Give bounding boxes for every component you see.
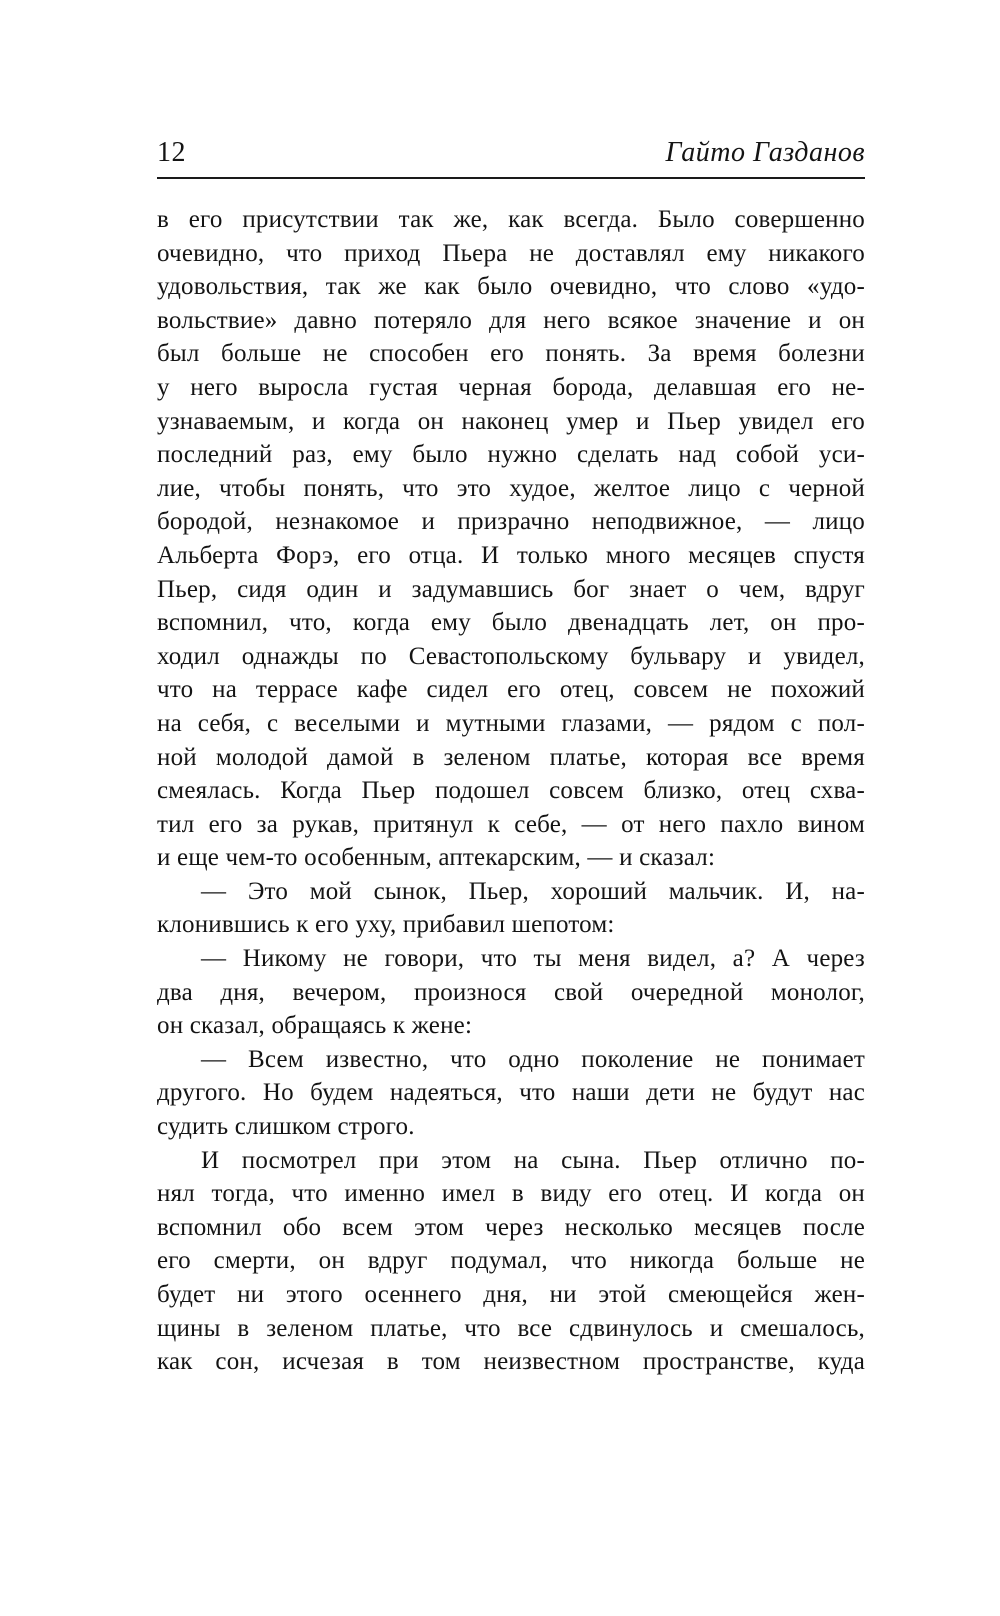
- text-line: вольствие» давно потеряло для него всякое значение и он: [157, 306, 865, 334]
- text-line: тил его за рукав, притянул к себе, — от него пахло вином: [157, 810, 865, 838]
- text-line: вспомнил обо всем этом через несколько месяцев после: [157, 1213, 865, 1241]
- text-line: узнаваемым, и когда он наконец умер и Пьер увидел его: [157, 407, 865, 435]
- body-text: [157, 203, 865, 1379]
- text-line: он сказал, обращаясь к жене:: [157, 1012, 473, 1040]
- text-line: клонившись к его уху, прибавил шепотом:: [157, 911, 615, 939]
- paragraph: [157, 875, 865, 942]
- text-line: на себя, с веселыми и мутными глазами, — рядом с пол-: [157, 709, 865, 737]
- header-rule: [157, 177, 865, 179]
- running-head-author: Гайто Газданов: [665, 137, 865, 168]
- text-line: Альберта Форэ, его отца. И только много месяцев спустя: [157, 541, 865, 569]
- text-line: будет ни этого осеннего дня, ни этой смеющейся жен-: [157, 1281, 865, 1308]
- text-line: два дня, вечером, произнося свой очередной монолог,: [157, 978, 865, 1006]
- paragraph: [157, 1043, 865, 1144]
- paragraph: [157, 203, 865, 875]
- text-line: ходил однажды по Севастопольскому бульвару и увидел,: [157, 642, 865, 670]
- text-line: Пьер, сидя один и задумавшись бог знает о чем, вдруг: [157, 575, 865, 603]
- text-line: щины в зеленом платье, что все сдвинулось и смешалось,: [157, 1314, 865, 1342]
- text-line: как сон, исчезая в том неизвестном пространстве, куда: [157, 1348, 865, 1376]
- text-line: — Всем известно, что одно поколение не понимает: [201, 1045, 865, 1073]
- text-line: вспомнил, что, когда ему было двенадцать лет, он про-: [157, 609, 865, 637]
- text-line: смеялась. Когда Пьер подошел совсем близко, отец схва-: [157, 777, 865, 805]
- text-line: очевидно, что приход Пьера не доставлял ему никакого: [157, 239, 865, 267]
- text-line: и еще чем-то особенным, аптекарским, — и сказал:: [157, 844, 716, 872]
- text-line: в его присутствии так же, как всегда. Было совершенно: [157, 206, 865, 233]
- text-line: — Это мой сынок, Пьер, хороший мальчик. И, на-: [201, 877, 865, 905]
- text-line: последний раз, ему было нужно сделать над собой уси-: [157, 441, 865, 469]
- text-line: — Никому не говори, что ты меня видел, а? А через: [201, 945, 865, 973]
- text-line: другого. Но будем надеяться, что наши дети не будут нас: [157, 1079, 865, 1107]
- text-line: был больше не способен его понять. За время болезни: [157, 340, 865, 368]
- paragraph: [157, 1144, 865, 1379]
- paragraph: [157, 942, 865, 1043]
- text-line: И посмотрел при этом на сына. Пьер отлично по-: [201, 1146, 865, 1174]
- text-line: его смерти, он вдруг подумал, что никогда больше не: [157, 1247, 865, 1275]
- page-number: 12: [157, 137, 186, 168]
- text-line: что на террасе кафе сидел его отец, совсем не похожий: [157, 676, 865, 704]
- text-line: у него выросла густая черная борода, делавшая его не-: [157, 373, 865, 401]
- running-head: [157, 136, 865, 170]
- text-line: удовольствия, так же как было очевидно, что слово «удо-: [157, 273, 865, 301]
- text-line: ной молодой дамой в зеленом платье, которая все время: [157, 743, 865, 771]
- text-line: нял тогда, что именно имел в виду его отец. И когда он: [157, 1180, 865, 1208]
- text-line: лие, чтобы понять, что это худое, желтое лицо с черной: [157, 474, 865, 502]
- text-line: бородой, незнакомое и призрачно неподвижное, — лицо: [157, 508, 865, 536]
- text-line: судить слишком строго.: [157, 1113, 415, 1141]
